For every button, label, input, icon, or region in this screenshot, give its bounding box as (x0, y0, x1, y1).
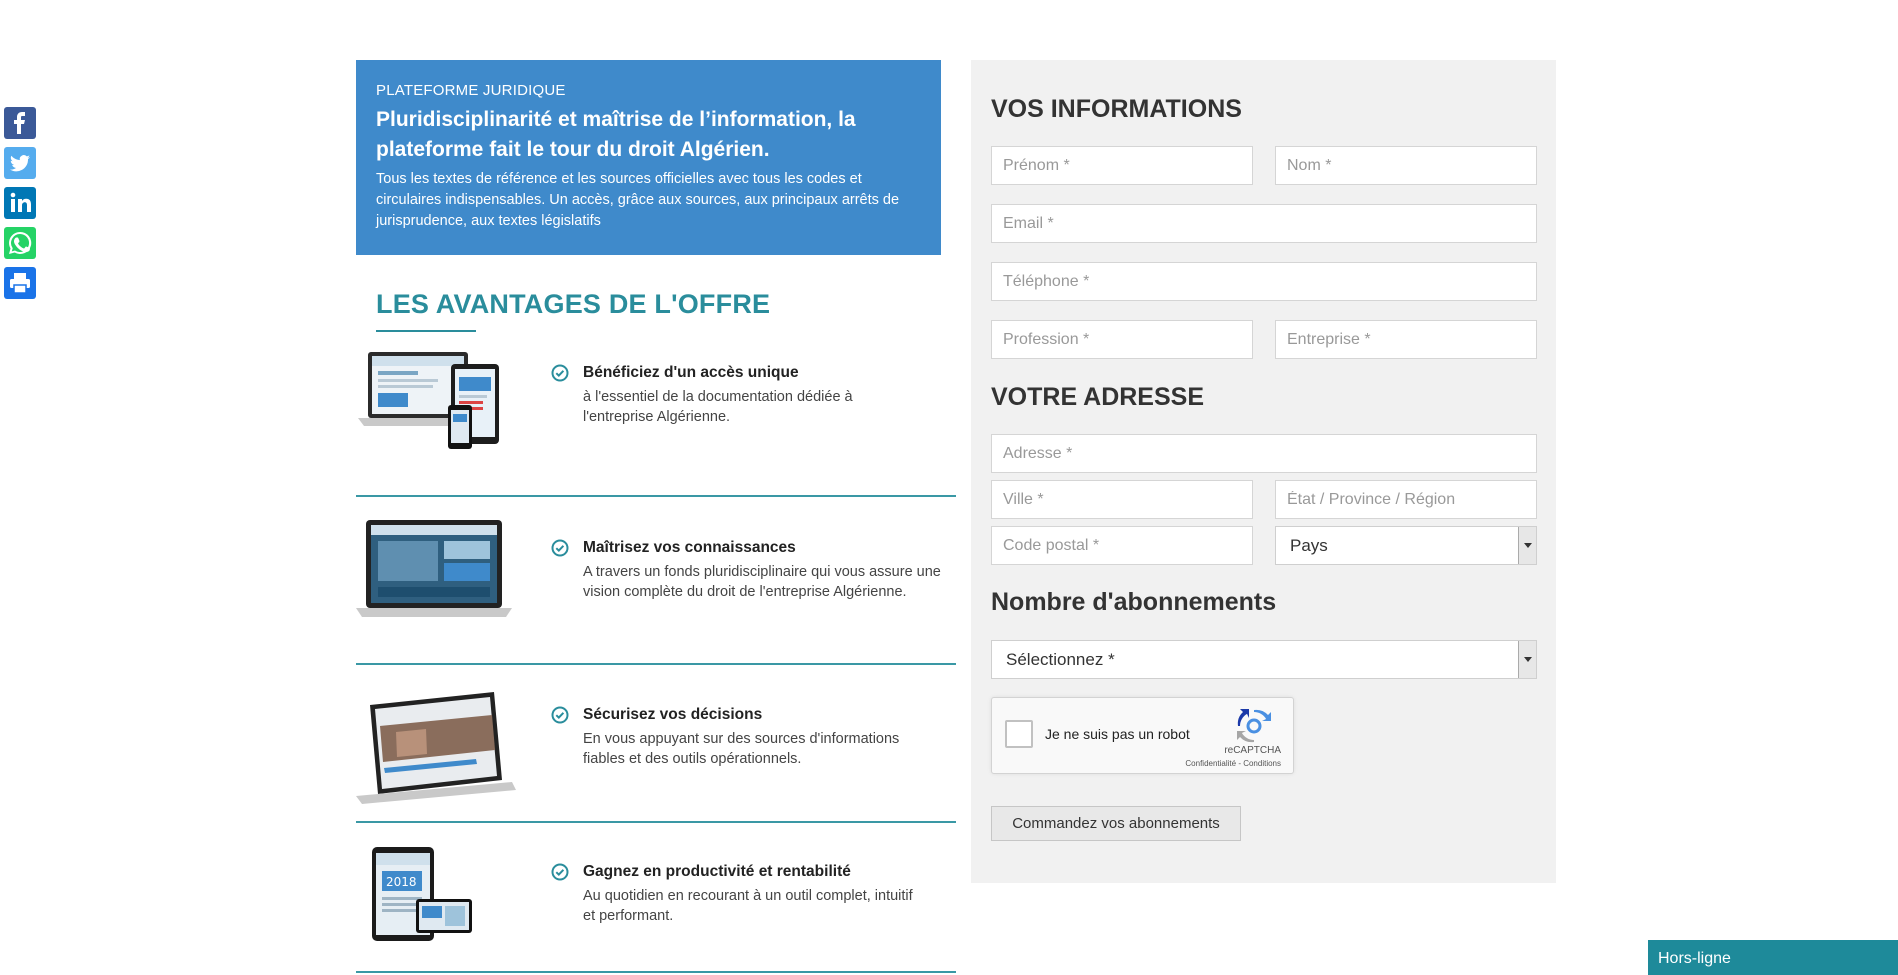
advantage-description: A travers un fonds pluridisciplinaire qui vous assure une vision complète du droit de l'entreprise Algérienne. (583, 564, 941, 600)
recaptcha-links[interactable]: Confidentialité - Conditions (1185, 759, 1281, 768)
first-name-input[interactable] (991, 146, 1253, 185)
subscriptions-select[interactable] (991, 640, 1537, 679)
chevron-down-icon[interactable] (1518, 641, 1536, 678)
hero-eyebrow: PLATEFORME JURIDIQUE (376, 82, 566, 99)
advantage-item (356, 497, 956, 665)
advantage-description: Au quotidien en recourant à un outil complet, intuitif et performant. (583, 888, 913, 924)
company-input[interactable] (1275, 320, 1537, 359)
whatsapp-share-button[interactable] (4, 227, 36, 259)
subscriptions-select-value: Sélectionnez * (1006, 650, 1115, 669)
subscriptions-section-title: Nombre d'abonnements (991, 588, 1277, 616)
address-section-title: VOTRE ADRESSE (991, 383, 1205, 411)
left-column (356, 60, 956, 973)
chat-status-tab[interactable]: Hors-ligne (1648, 940, 1898, 975)
country-select[interactable] (1275, 526, 1537, 565)
postal-code-input[interactable] (991, 526, 1253, 565)
advantage-item (356, 823, 956, 973)
order-submit-button[interactable]: Commandez vos abonnements (991, 806, 1241, 841)
advantage-title: Sécurisez vos décisions (583, 706, 763, 723)
tablet-icon (356, 845, 521, 965)
check-circle-icon (551, 863, 569, 881)
facebook-icon (4, 107, 36, 139)
advantage-item (356, 342, 956, 497)
check-circle-icon (551, 539, 569, 557)
social-share-bar (4, 107, 37, 307)
advantage-title: Bénéficiez d'un accès unique (583, 364, 799, 381)
info-section-title: VOS INFORMATIONS (991, 95, 1242, 123)
recaptcha-icon (1236, 708, 1272, 744)
linkedin-share-button[interactable] (4, 187, 36, 219)
check-circle-icon (551, 364, 569, 382)
hero-banner (356, 60, 941, 255)
recaptcha-widget (991, 697, 1294, 774)
region-input[interactable] (1275, 480, 1537, 519)
advantages-title: LES AVANTAGES DE L'OFFRE (376, 289, 771, 319)
print-button[interactable] (4, 267, 36, 299)
hero-description: Tous les textes de référence et les sources officielles avec tous les codes et circulaires indispensables. Un accès, grâce aux sources, aux principaux arrêts de jurisprudence, aux textes législatifs (376, 171, 900, 229)
advantages-title-underline (376, 330, 476, 332)
last-name-input[interactable] (1275, 146, 1537, 185)
twitter-share-button[interactable] (4, 147, 36, 179)
subscription-form (971, 60, 1556, 883)
advantage-description: à l'essentiel de la documentation dédiée à l'entreprise Algérienne. (583, 389, 853, 425)
profession-input[interactable] (991, 320, 1253, 359)
hero-title: Pluridisciplinarité et maîtrise de l’information, la plateforme fait le tour du droit Algérien. (376, 108, 856, 161)
advantage-title: Maîtrisez vos connaissances (583, 539, 796, 556)
city-input[interactable] (991, 480, 1253, 519)
email-input[interactable] (991, 204, 1537, 243)
advantage-description: En vous appuyant sur des sources d'informations fiables et des outils opérationnels. (583, 731, 900, 767)
whatsapp-icon (4, 227, 36, 259)
check-circle-icon (551, 706, 569, 724)
printer-icon (4, 267, 36, 299)
linkedin-icon (4, 187, 36, 219)
recaptcha-brand: reCAPTCHA (1224, 745, 1281, 756)
advantage-item (356, 665, 956, 823)
chevron-down-icon[interactable] (1518, 527, 1536, 564)
phone-input[interactable] (991, 262, 1537, 301)
facebook-share-button[interactable] (4, 107, 36, 139)
laptop-icon (356, 517, 521, 637)
recaptcha-label: Je ne suis pas un robot (1045, 726, 1190, 742)
svg-text:2018: 2018 (386, 875, 417, 889)
laptop-icon (356, 690, 521, 810)
advantage-title: Gagnez en productivité et rentabilité (583, 863, 851, 880)
recaptcha-checkbox[interactable] (1005, 720, 1033, 748)
devices-icon (356, 347, 521, 467)
country-select-value: Pays (1290, 536, 1328, 555)
twitter-icon (4, 147, 36, 179)
address-input[interactable] (991, 434, 1537, 473)
